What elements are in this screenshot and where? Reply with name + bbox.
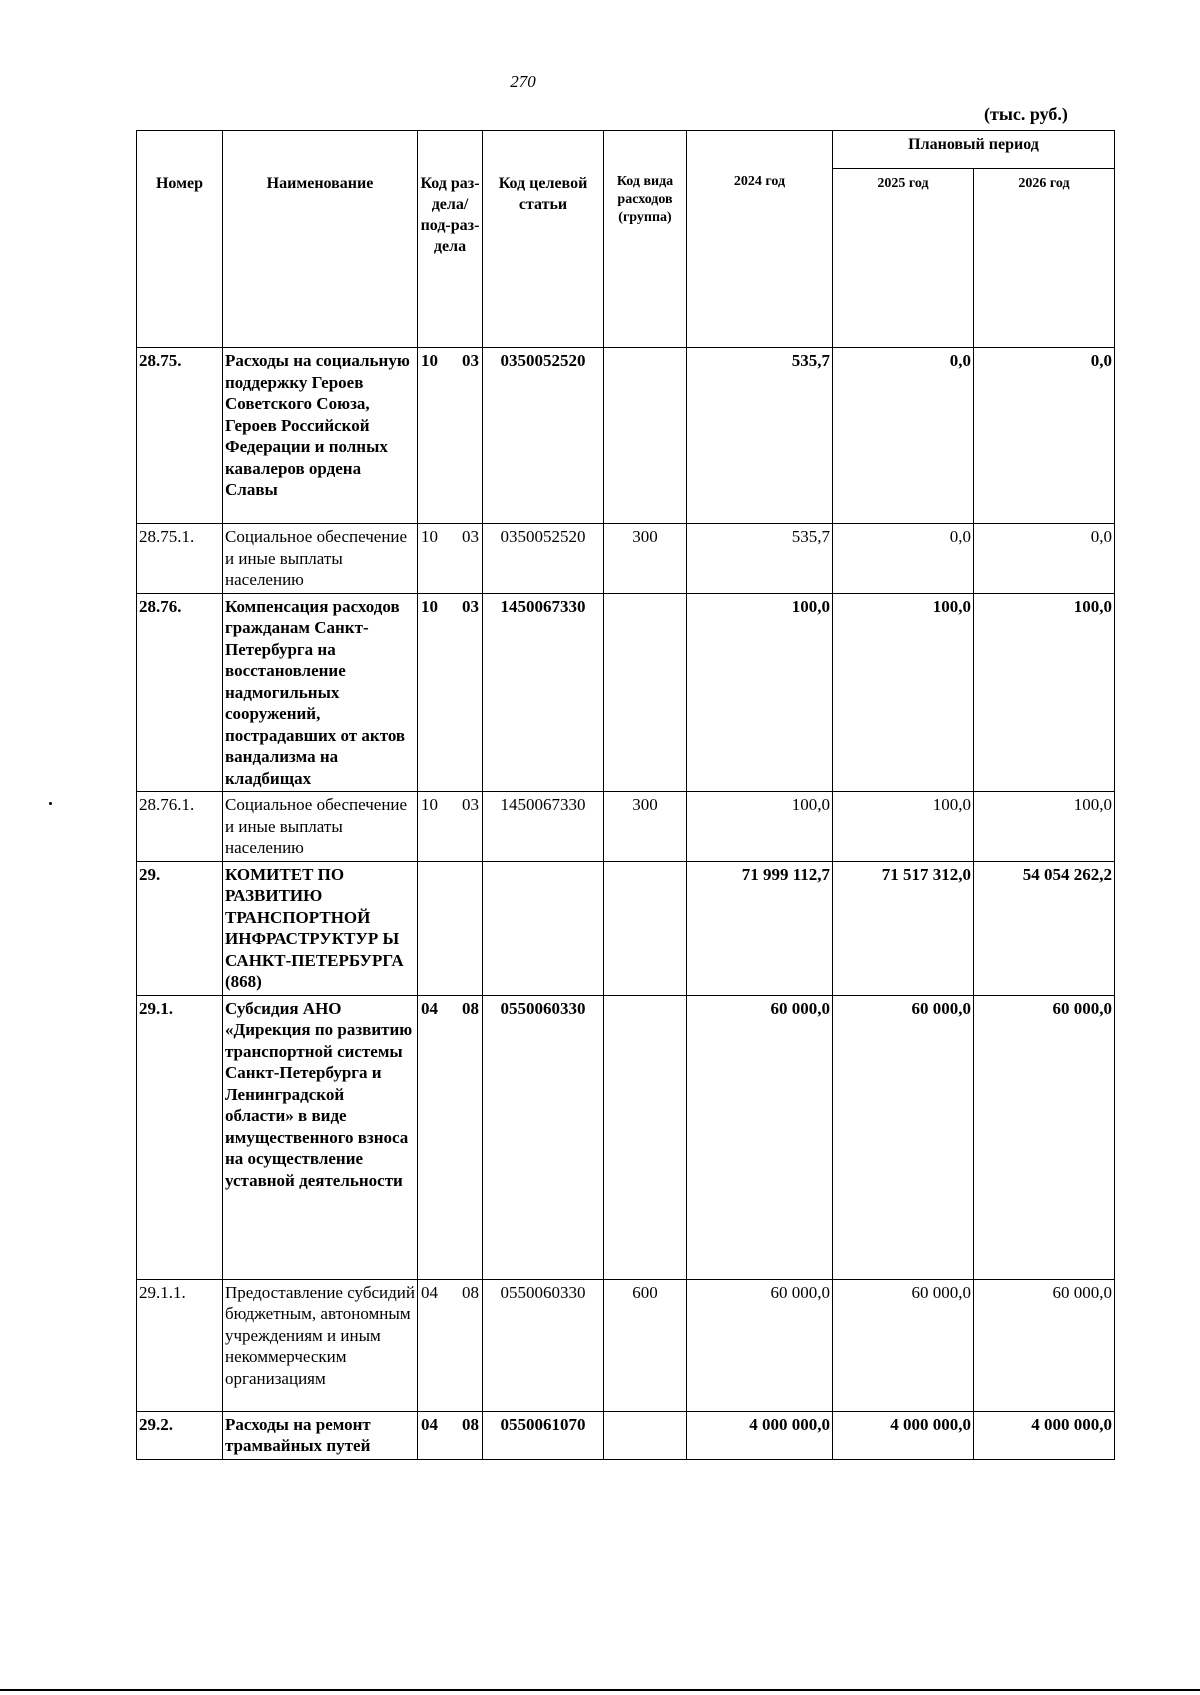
table-row bbox=[137, 1279, 1115, 1411]
row-expense-type bbox=[604, 348, 687, 524]
row-subsection-code: 03 bbox=[462, 596, 479, 616]
row-section-code: 04 bbox=[421, 1414, 438, 1434]
row-target: 0550060330 bbox=[483, 995, 604, 1279]
row-subsection-code: 08 bbox=[462, 998, 479, 1018]
scan-bottom-edge bbox=[0, 1689, 1200, 1691]
header-name: Наименование bbox=[223, 131, 418, 348]
table-row bbox=[137, 524, 1115, 594]
row-2025: 71 517 312,0 bbox=[833, 861, 974, 995]
row-section-code: 04 bbox=[421, 998, 438, 1018]
row-expense-type: 300 bbox=[604, 792, 687, 862]
row-2026: 54 054 262,2 bbox=[974, 861, 1115, 995]
row-2025: 100,0 bbox=[833, 792, 974, 862]
row-2025: 4 000 000,0 bbox=[833, 1411, 974, 1459]
row-target: 1450067330 bbox=[483, 593, 604, 792]
row-number: 29.2. bbox=[137, 1411, 223, 1459]
row-expense-type: 300 bbox=[604, 524, 687, 594]
row-name: Расходы на ремонт трамвайных путей bbox=[223, 1411, 418, 1459]
row-section-code: 04 bbox=[421, 1282, 438, 1302]
header-section: Код раз-дела/ под-раз-дела bbox=[418, 131, 483, 348]
table-row bbox=[137, 348, 1115, 524]
row-subsection-code: 08 bbox=[462, 1282, 479, 1302]
row-2026: 60 000,0 bbox=[974, 995, 1115, 1279]
row-2024: 71 999 112,7 bbox=[687, 861, 833, 995]
row-target: 0350052520 bbox=[483, 524, 604, 594]
row-section-code: 10 bbox=[421, 795, 438, 814]
row-expense-type bbox=[604, 995, 687, 1279]
header-number: Номер bbox=[137, 131, 223, 348]
row-subsection-code: 03 bbox=[462, 795, 479, 814]
row-section bbox=[418, 593, 483, 792]
row-section-code: 10 bbox=[421, 351, 438, 370]
row-number: 28.75. bbox=[137, 348, 223, 524]
header-2025: 2025 год bbox=[833, 169, 974, 348]
row-section-code: 10 bbox=[421, 596, 438, 616]
budget-table bbox=[136, 130, 1115, 1460]
row-subsection-code: 03 bbox=[462, 351, 479, 370]
table-row bbox=[137, 861, 1115, 995]
row-target: 1450067330 bbox=[483, 792, 604, 862]
row-2026: 0,0 bbox=[974, 348, 1115, 524]
row-section bbox=[418, 1411, 483, 1459]
table-row bbox=[137, 1411, 1115, 1459]
header-2024: 2024 год bbox=[687, 131, 833, 348]
row-section-code: 10 bbox=[421, 527, 438, 546]
row-2024: 60 000,0 bbox=[687, 1279, 833, 1411]
row-target: 0550060330 bbox=[483, 1279, 604, 1411]
row-expense-type: 600 bbox=[604, 1279, 687, 1411]
row-2026: 100,0 bbox=[974, 792, 1115, 862]
table-row bbox=[137, 995, 1115, 1279]
table-body bbox=[137, 348, 1115, 1460]
row-number: 29.1. bbox=[137, 995, 223, 1279]
row-2024: 100,0 bbox=[687, 593, 833, 792]
row-2025: 60 000,0 bbox=[833, 1279, 974, 1411]
row-2024: 4 000 000,0 bbox=[687, 1411, 833, 1459]
row-number: 29.1.1. bbox=[137, 1279, 223, 1411]
row-2025: 0,0 bbox=[833, 524, 974, 594]
row-2025: 60 000,0 bbox=[833, 995, 974, 1279]
row-name: Предоставление субсидий бюджетным, автономным учреждениям и иным некоммерческим организациям bbox=[223, 1279, 418, 1411]
row-expense-type bbox=[604, 593, 687, 792]
header-target: Код целевой статьи bbox=[483, 131, 604, 348]
table-row bbox=[137, 792, 1115, 862]
row-number: 28.75.1. bbox=[137, 524, 223, 594]
row-section bbox=[418, 348, 483, 524]
row-name: Компенсация расходов гражданам Санкт-Петербурга на восстановление надмогильных сооружений, пострадавших от актов вандализма на кладбищах bbox=[223, 593, 418, 792]
row-subsection-code: 03 bbox=[462, 527, 479, 546]
page-number: 270 bbox=[510, 72, 536, 91]
row-name: КОМИТЕТ ПО РАЗВИТИЮ ТРАНСПОРТНОЙ ИНФРАСТРУКТУР Ы САНКТ-ПЕТЕРБУРГА (868) bbox=[223, 861, 418, 995]
scan-dot bbox=[49, 802, 52, 805]
row-section bbox=[418, 1279, 483, 1411]
row-2024: 100,0 bbox=[687, 792, 833, 862]
row-number: 28.76. bbox=[137, 593, 223, 792]
row-2026: 4 000 000,0 bbox=[974, 1411, 1115, 1459]
row-2025: 0,0 bbox=[833, 348, 974, 524]
row-expense-type bbox=[604, 1411, 687, 1459]
row-name: Социальное обеспечение и иные выплаты населению bbox=[223, 792, 418, 862]
header-planned-period: Плановый период bbox=[833, 131, 1115, 169]
row-target: 0550061070 bbox=[483, 1411, 604, 1459]
row-2024: 535,7 bbox=[687, 348, 833, 524]
row-2026: 100,0 bbox=[974, 593, 1115, 792]
row-target bbox=[483, 861, 604, 995]
units-label: (тыс. руб.) bbox=[984, 104, 1068, 124]
row-2026: 0,0 bbox=[974, 524, 1115, 594]
row-section bbox=[418, 524, 483, 594]
header-expense-type: Код вида расходов (группа) bbox=[604, 131, 687, 348]
table-row bbox=[137, 593, 1115, 792]
row-name: Субсидия АНО «Дирекция по развитию транспортной системы Санкт-Петербурга и Ленинградской области» в виде имущественного взноса на осуществление уставной деятельности bbox=[223, 995, 418, 1279]
row-2024: 535,7 bbox=[687, 524, 833, 594]
row-number: 29. bbox=[137, 861, 223, 995]
row-section bbox=[418, 861, 483, 995]
row-name: Социальное обеспечение и иные выплаты населению bbox=[223, 524, 418, 594]
row-2026: 60 000,0 bbox=[974, 1279, 1115, 1411]
row-name: Расходы на социальную поддержку Героев Советского Союза, Героев Российской Федерации и полных кавалеров ордена Славы bbox=[223, 348, 418, 524]
row-2025: 100,0 bbox=[833, 593, 974, 792]
table-header bbox=[137, 131, 1115, 348]
row-expense-type bbox=[604, 861, 687, 995]
row-2024: 60 000,0 bbox=[687, 995, 833, 1279]
header-2026: 2026 год bbox=[974, 169, 1115, 348]
row-target: 0350052520 bbox=[483, 348, 604, 524]
row-subsection-code: 08 bbox=[462, 1414, 479, 1434]
row-section bbox=[418, 995, 483, 1279]
row-number: 28.76.1. bbox=[137, 792, 223, 862]
row-section bbox=[418, 792, 483, 862]
